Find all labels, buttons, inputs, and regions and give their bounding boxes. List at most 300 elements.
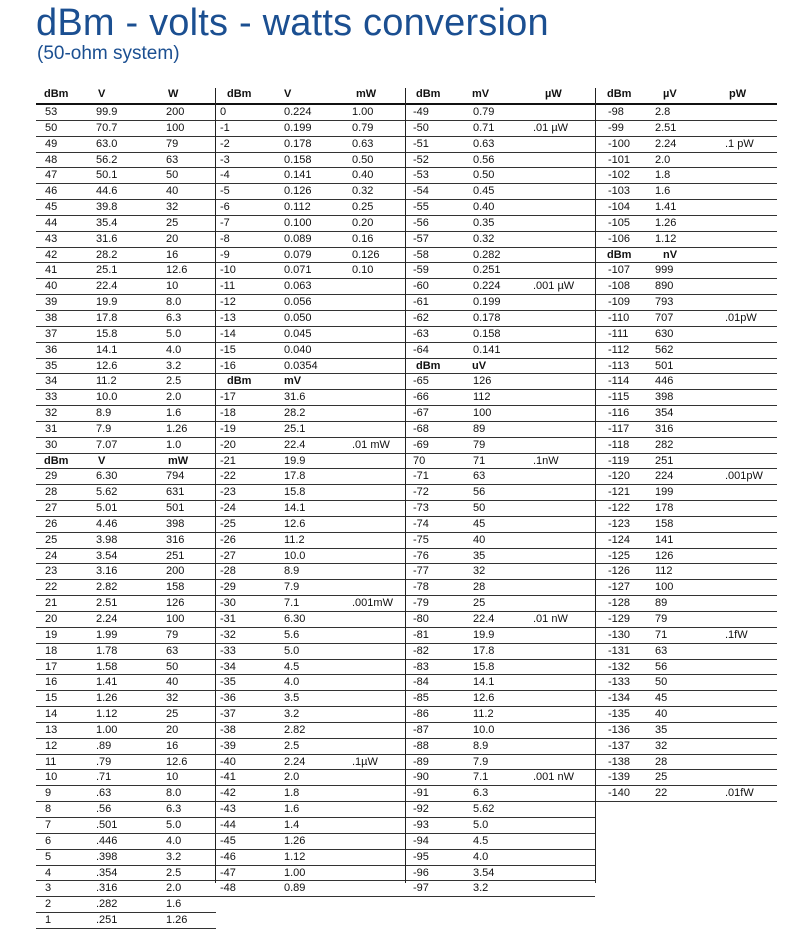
table-cell: -134 (608, 692, 631, 705)
table-cell: 0.224 (473, 280, 501, 293)
table-cell: 25.1 (284, 422, 306, 435)
table-cell: 25 (166, 216, 179, 229)
table-cell: 44 (45, 216, 58, 229)
table-cell: -116 (608, 407, 630, 420)
table-cell: -109 (608, 296, 631, 309)
table-cell: 14.1 (284, 502, 306, 515)
table-cell: 1.12 (96, 708, 118, 721)
table-cell: 4.5 (284, 660, 300, 673)
table-cell: 28.2 (96, 248, 118, 261)
table-cell: 35.4 (96, 216, 118, 229)
table-cell: 44.6 (96, 185, 118, 198)
table-row (405, 770, 595, 786)
table-row (216, 660, 405, 676)
table-cell: 31.6 (96, 232, 118, 245)
table-row (595, 406, 777, 422)
table-cell: -97 (413, 882, 429, 895)
table-cell: 126 (473, 375, 492, 388)
table-cell: -96 (413, 866, 429, 879)
table-cell: 17 (45, 660, 58, 673)
table-cell: -64 (413, 343, 429, 356)
table-row (216, 580, 405, 596)
table-cell: -5 (220, 185, 230, 198)
table-cell: -33 (220, 644, 236, 657)
table-cell: -44 (220, 818, 236, 831)
table-cell: 1.0 (166, 438, 182, 451)
table-cell: 2.24 (284, 755, 306, 768)
subheader-row (36, 454, 216, 470)
table-cell: 200 (166, 106, 185, 118)
table-cell: -10 (220, 264, 236, 277)
table-cell: 7.1 (473, 771, 489, 784)
table-row (216, 216, 405, 232)
table-cell: -22 (220, 470, 236, 483)
table-cell: -45 (220, 834, 236, 847)
table-row (216, 454, 405, 470)
conversion-column-2 (216, 88, 405, 897)
table-row (405, 311, 595, 327)
table-cell: 43 (45, 232, 58, 245)
header-cell: pW (729, 88, 747, 100)
table-cell: 14.1 (96, 343, 118, 356)
table-row (216, 406, 405, 422)
table-row (36, 818, 216, 834)
table-cell: 1.6 (166, 407, 182, 420)
table-cell: 35 (655, 723, 668, 736)
table-row (216, 596, 405, 612)
table-cell: -56 (413, 216, 429, 229)
table-cell: 32 (45, 407, 58, 420)
table-cell: .251 (96, 914, 118, 927)
table-cell: -7 (220, 216, 230, 229)
table-cell: 0.158 (473, 327, 501, 340)
table-cell: 1.99 (96, 628, 118, 641)
table-cell: 3.2 (284, 708, 300, 721)
table-row (36, 802, 216, 818)
table-cell: -123 (608, 517, 631, 530)
table-cell: 4.0 (284, 676, 300, 689)
table-cell: -43 (220, 803, 236, 816)
table-cell: -98 (608, 106, 624, 118)
table-cell: -88 (413, 739, 429, 752)
table-row (216, 248, 405, 264)
table-cell: 1.26 (655, 216, 677, 229)
conversion-column-4 (595, 88, 777, 802)
table-cell: 8.9 (96, 407, 112, 420)
table-row (405, 818, 595, 834)
table-cell: 1.8 (655, 169, 671, 182)
table-cell: 40 (655, 708, 668, 721)
table-cell: 6.3 (166, 803, 182, 816)
table-cell: 6.3 (473, 787, 489, 800)
table-cell: 100 (473, 407, 492, 420)
table-cell: 23 (45, 565, 58, 578)
table-cell: .56 (96, 803, 112, 816)
table-cell: 0.45 (473, 185, 495, 198)
table-row (405, 707, 595, 723)
table-cell: 0.32 (352, 185, 374, 198)
subheader-row (216, 374, 405, 390)
table-cell: 126 (166, 597, 185, 610)
table-cell: -1 (220, 121, 230, 134)
table-cell: 0.199 (473, 296, 501, 309)
table-cell: 7.07 (96, 438, 118, 451)
table-cell: -81 (413, 628, 429, 641)
header-cell: V (284, 88, 292, 100)
table-cell: 20 (166, 723, 179, 736)
table-cell: -77 (413, 565, 429, 578)
table-cell: 0.63 (352, 137, 374, 150)
table-row (405, 232, 595, 248)
table-cell: -14 (220, 327, 236, 340)
table-cell: 707 (655, 311, 674, 324)
table-row (595, 501, 777, 517)
table-cell: -139 (608, 771, 631, 784)
table-row (405, 675, 595, 691)
table-cell: 1.41 (655, 201, 677, 214)
table-row (36, 438, 216, 454)
table-row (595, 359, 777, 375)
table-row (595, 343, 777, 359)
table-cell: 0.79 (352, 121, 374, 134)
table-cell: 50 (473, 502, 486, 515)
table-row (216, 153, 405, 169)
table-cell: 0.100 (284, 216, 312, 229)
table-row (595, 707, 777, 723)
table-row (405, 881, 595, 897)
table-cell: 0.20 (352, 216, 374, 229)
table-row (36, 168, 216, 184)
table-cell: 7.9 (96, 422, 112, 435)
table-row (405, 533, 595, 549)
table-cell: 22 (45, 581, 58, 594)
table-cell: 2.0 (655, 153, 671, 166)
table-cell: -71 (413, 470, 429, 483)
table-row (405, 343, 595, 359)
table-cell: 1.6 (284, 803, 300, 816)
table-cell: 8.0 (166, 296, 182, 309)
table-cell: -92 (413, 803, 429, 816)
table-cell: dBm (416, 359, 441, 372)
table-row (36, 834, 216, 850)
table-row (595, 644, 777, 660)
table-cell: 32 (655, 739, 668, 752)
table-cell: 0.056 (284, 296, 312, 309)
table-cell: 141 (655, 533, 674, 546)
table-cell: 35 (473, 549, 486, 562)
table-row (405, 184, 595, 200)
table-row (36, 913, 216, 929)
table-cell: 2.0 (166, 882, 182, 895)
table-row (405, 279, 595, 295)
table-cell: -130 (608, 628, 631, 641)
table-cell: -55 (413, 201, 429, 214)
table-cell: dBm (227, 375, 252, 388)
table-cell: 56 (473, 486, 486, 499)
table-row (36, 248, 216, 264)
table-row (405, 723, 595, 739)
table-cell: 1.41 (96, 676, 118, 689)
table-cell: 5.62 (473, 803, 495, 816)
table-row (36, 263, 216, 279)
table-row (36, 216, 216, 232)
table-cell: -15 (220, 343, 236, 356)
table-cell: 28 (473, 581, 486, 594)
table-cell: 0.079 (284, 248, 312, 261)
table-row (595, 755, 777, 771)
table-cell: -72 (413, 486, 429, 499)
table-cell: -86 (413, 708, 429, 721)
table-row (216, 549, 405, 565)
table-row (216, 866, 405, 882)
table-cell: -69 (413, 438, 429, 451)
table-cell: .001 nW (533, 771, 574, 784)
table-cell: 8 (45, 803, 52, 816)
table-cell: .446 (96, 834, 118, 847)
table-cell: 316 (655, 422, 674, 435)
table-cell: 2.82 (284, 723, 306, 736)
table-cell: -124 (608, 533, 631, 546)
table-row (216, 200, 405, 216)
table-cell: 11 (45, 755, 57, 768)
table-row (405, 137, 595, 153)
table-cell: -27 (220, 549, 236, 562)
table-row (405, 549, 595, 565)
table-row (36, 469, 216, 485)
table-cell: -74 (413, 517, 429, 530)
table-cell: 0.126 (352, 248, 380, 261)
table-cell: 79 (166, 137, 179, 150)
table-cell: 45 (473, 517, 486, 530)
table-cell: 26 (45, 517, 58, 530)
table-row (36, 200, 216, 216)
table-row (36, 549, 216, 565)
table-cell: 6.3 (166, 311, 182, 324)
table-cell: -89 (413, 755, 429, 768)
column-divider (405, 88, 406, 883)
table-cell: 1.26 (166, 914, 188, 927)
table-cell: 112 (655, 565, 673, 578)
table-cell: -20 (220, 438, 236, 451)
table-cell: 22.4 (96, 280, 118, 293)
table-cell: -48 (220, 882, 236, 895)
table-row (36, 232, 216, 248)
table-row (595, 628, 777, 644)
table-cell: 0.199 (284, 121, 312, 134)
table-cell: 178 (655, 502, 674, 515)
table-row (405, 564, 595, 580)
table-cell: 1.58 (96, 660, 118, 673)
table-cell: 4.5 (473, 834, 489, 847)
table-cell: 30 (45, 438, 58, 451)
table-cell: -76 (413, 549, 429, 562)
table-cell: 15 (45, 692, 58, 705)
table-cell: .1nW (533, 454, 559, 467)
table-cell: 63 (473, 470, 486, 483)
table-row (36, 564, 216, 580)
table-cell: -41 (220, 771, 236, 784)
table-cell: -3 (220, 153, 230, 166)
table-cell: 24 (45, 549, 58, 562)
table-cell: 5.0 (166, 327, 182, 340)
table-cell: 2.0 (166, 391, 182, 404)
table-row (36, 343, 216, 359)
table-row (405, 200, 595, 216)
table-cell: 8.0 (166, 787, 182, 800)
table-cell: -32 (220, 628, 236, 641)
table-row (595, 279, 777, 295)
table-cell: 40 (166, 185, 179, 198)
table-row (405, 248, 595, 264)
header-cell: W (168, 88, 179, 100)
table-cell: -137 (608, 739, 631, 752)
table-cell: 10.0 (284, 549, 306, 562)
table-cell: 3.54 (473, 866, 495, 879)
table-row (216, 739, 405, 755)
table-row (216, 359, 405, 375)
table-cell: -46 (220, 850, 236, 863)
table-cell: 5 (45, 850, 52, 863)
table-cell: -12 (220, 296, 236, 309)
table-cell: 0.35 (473, 216, 495, 229)
table-cell: 19.9 (284, 454, 306, 467)
table-row (216, 263, 405, 279)
table-cell: -2 (220, 137, 230, 150)
table-cell: 4.0 (166, 343, 182, 356)
table-row (595, 263, 777, 279)
table-row (216, 501, 405, 517)
table-cell: 40 (45, 280, 58, 293)
table-row (405, 168, 595, 184)
table-cell: 12.6 (166, 755, 188, 768)
table-cell: -68 (413, 422, 429, 435)
table-cell: -112 (608, 343, 630, 356)
table-cell: 15.8 (284, 486, 306, 499)
table-cell: 1.00 (284, 866, 306, 879)
table-cell: 2.5 (166, 866, 182, 879)
table-cell: 56 (655, 660, 668, 673)
table-row (216, 564, 405, 580)
table-row (405, 691, 595, 707)
table-cell: 1 (45, 914, 52, 927)
table-row (595, 675, 777, 691)
table-cell: -78 (413, 581, 429, 594)
table-row (36, 897, 216, 913)
table-cell: 14.1 (473, 676, 495, 689)
table-cell: 0.089 (284, 232, 312, 245)
table-cell: 16 (45, 676, 58, 689)
table-cell: 501 (655, 359, 674, 372)
table-cell: 126 (655, 549, 674, 562)
table-cell: .01pW (725, 311, 757, 324)
table-cell: 2.8 (655, 106, 671, 118)
table-row (216, 786, 405, 802)
table-cell: 40 (473, 533, 486, 546)
table-cell: 0.040 (284, 343, 312, 356)
table-cell: -29 (220, 581, 236, 594)
table-cell: 46 (45, 185, 58, 198)
table-cell: 501 (166, 502, 185, 515)
table-cell: 0.141 (473, 343, 501, 356)
table-cell: 53 (45, 106, 58, 118)
table-cell: 22.4 (473, 613, 495, 625)
table-cell: -38 (220, 723, 236, 736)
table-cell: -49 (413, 106, 429, 118)
table-cell: -87 (413, 723, 429, 736)
table-row (36, 723, 216, 739)
table-row (36, 675, 216, 691)
table-cell: 0.251 (473, 264, 501, 277)
table-cell: -107 (608, 264, 631, 277)
table-cell: 63 (166, 644, 179, 657)
subheader-row (595, 248, 777, 264)
table-row (216, 755, 405, 771)
table-cell: 224 (655, 470, 674, 483)
table-cell: 446 (655, 375, 674, 388)
header-cell: V (98, 88, 106, 100)
table-cell: 19.9 (96, 296, 118, 309)
table-row (36, 311, 216, 327)
table-cell: 1.26 (284, 834, 306, 847)
table-row (595, 184, 777, 200)
table-row (405, 153, 595, 169)
table-cell: 0.40 (473, 201, 495, 214)
table-row (216, 850, 405, 866)
table-cell: 3 (45, 882, 52, 895)
table-cell: 50.1 (96, 169, 118, 182)
table-row (36, 121, 216, 137)
table-cell: 100 (655, 581, 674, 594)
table-cell: 282 (655, 438, 674, 451)
table-row (595, 564, 777, 580)
table-cell: 0.0354 (284, 359, 318, 372)
table-row (595, 660, 777, 676)
table-cell: 50 (166, 169, 179, 182)
table-cell: 49 (45, 137, 58, 150)
table-cell: 3.98 (96, 533, 118, 546)
table-row (595, 549, 777, 565)
table-row (36, 184, 216, 200)
table-cell: -110 (608, 311, 630, 324)
table-cell: 45 (655, 692, 668, 705)
table-cell: -26 (220, 533, 236, 546)
table-cell: 398 (655, 391, 674, 404)
table-row (405, 327, 595, 343)
table-cell: 8.9 (473, 739, 489, 752)
table-row (36, 739, 216, 755)
table-cell: -34 (220, 660, 236, 673)
table-cell: 1.6 (655, 185, 671, 198)
table-cell: 0.71 (473, 121, 495, 134)
table-cell: 11.2 (96, 375, 117, 388)
table-row (36, 295, 216, 311)
table-cell: 0.063 (284, 280, 312, 293)
table-cell: -59 (413, 264, 429, 277)
table-cell: 20 (166, 232, 179, 245)
column-header (595, 88, 777, 105)
table-cell: 0.141 (284, 169, 312, 182)
table-cell: 0.178 (284, 137, 312, 150)
table-cell: -16 (220, 359, 236, 372)
table-cell: 32 (473, 565, 486, 578)
table-cell: 28 (655, 755, 668, 768)
table-cell: .71 (96, 771, 112, 784)
table-cell: 12.6 (473, 692, 495, 705)
table-cell: 2.51 (96, 597, 118, 610)
table-row (595, 295, 777, 311)
table-cell: 0.112 (284, 201, 311, 214)
table-cell: 112 (473, 391, 491, 404)
